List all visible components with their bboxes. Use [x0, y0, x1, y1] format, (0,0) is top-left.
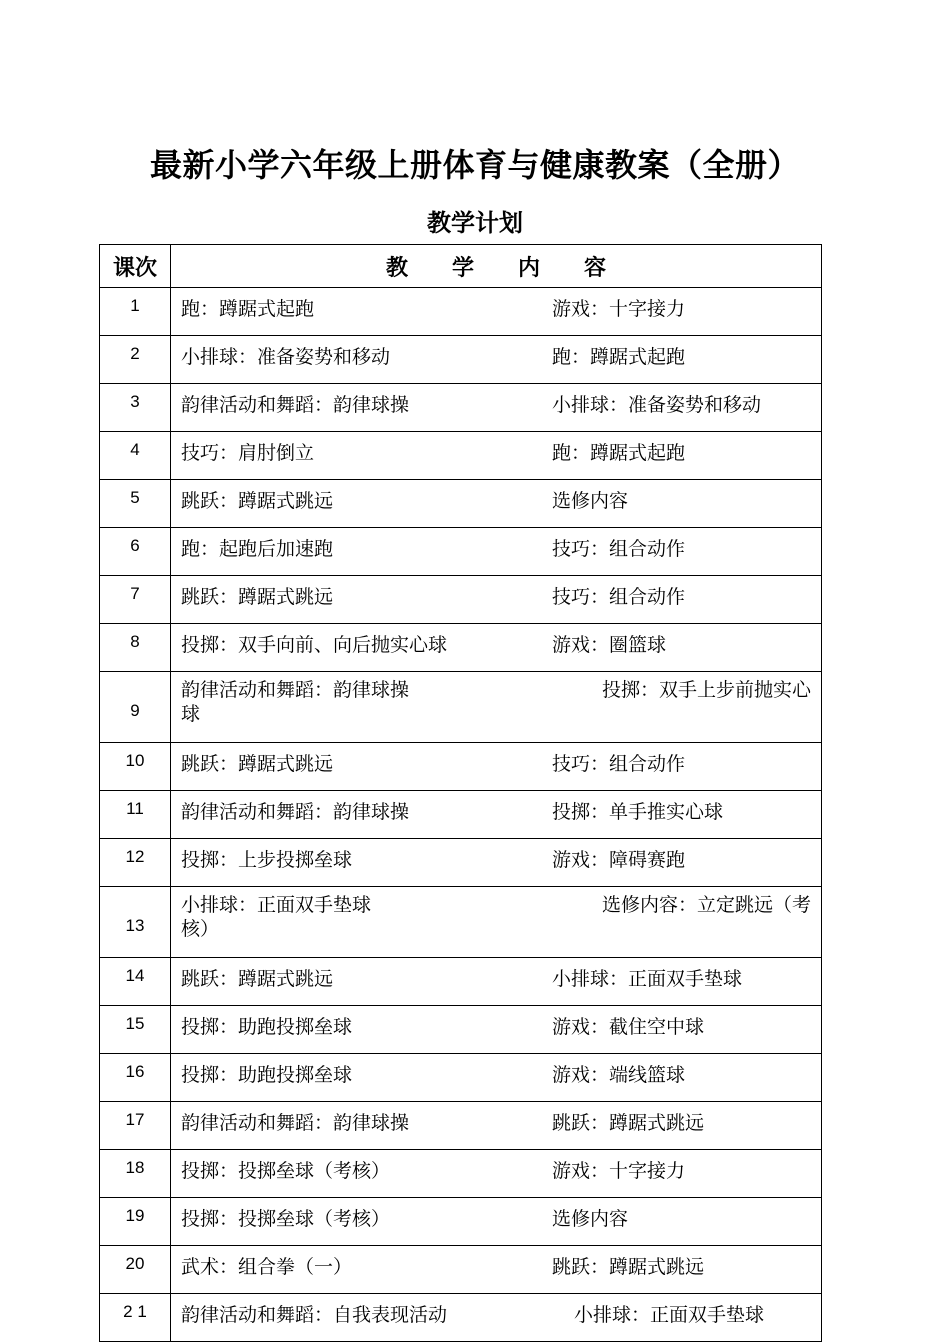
- content-left: 跳跃：蹲踞式跳远: [181, 753, 334, 775]
- lesson-content: [171, 1102, 822, 1150]
- content-right: 小排球：正面双手垫球: [552, 968, 743, 990]
- content-left: 技巧：肩肘倒立: [181, 442, 315, 464]
- table-row: [100, 1102, 822, 1150]
- table-row: [100, 839, 822, 887]
- content-right: 投掷：单手推实心球: [552, 801, 724, 823]
- lesson-content: [171, 336, 822, 384]
- lesson-content: [171, 1150, 822, 1198]
- table-row: [100, 480, 822, 528]
- content-left: 韵律活动和舞蹈：韵律球操: [181, 394, 410, 416]
- lesson-number: 11: [100, 791, 171, 839]
- lesson-content: [171, 1054, 822, 1102]
- lesson-number: 18: [100, 1150, 171, 1198]
- content-right: 跑：蹲踞式起跑: [552, 442, 686, 464]
- table-row: [100, 1054, 822, 1102]
- table-row: [100, 336, 822, 384]
- lesson-content: [171, 480, 822, 528]
- lesson-number: 5: [100, 480, 171, 528]
- lesson-number: 2 1: [100, 1294, 171, 1342]
- content-left: 武术：组合拳（一）: [181, 1256, 353, 1278]
- table-row: [100, 1294, 822, 1342]
- table-row: [100, 576, 822, 624]
- lesson-number: 14: [100, 958, 171, 1006]
- content-right: 选修内容: [552, 1208, 629, 1230]
- table-row: [100, 1150, 822, 1198]
- lesson-number: 10: [100, 743, 171, 791]
- table-row: [100, 958, 822, 1006]
- lesson-number: 1: [100, 288, 171, 336]
- content-left: 投掷：助跑投掷垒球: [181, 1016, 353, 1038]
- document-subtitle: 教学计划: [427, 209, 523, 237]
- content-right: 投掷：双手上步前抛实心: [601, 679, 811, 701]
- table-row: [100, 288, 822, 336]
- content-right: 跑：蹲踞式起跑: [552, 346, 686, 368]
- content-right: 游戏：障碍赛跑: [552, 849, 686, 871]
- lesson-number: 15: [100, 1006, 171, 1054]
- content-continuation: 球: [181, 703, 201, 725]
- lesson-content: [171, 887, 822, 958]
- lesson-number: 16: [100, 1054, 171, 1102]
- content-right: 选修内容: [552, 490, 629, 512]
- content-left: 投掷：上步投掷垒球: [181, 849, 353, 871]
- content-right: 选修内容：立定跳远（考: [601, 894, 811, 916]
- content-left: 投掷：助跑投掷垒球: [181, 1064, 353, 1086]
- content-left: 跑：起跑后加速跑: [181, 538, 334, 560]
- lesson-content: [171, 288, 822, 336]
- lesson-content: [171, 791, 822, 839]
- lesson-content: [171, 432, 822, 480]
- content-left: 韵律活动和舞蹈：韵律球操: [181, 1112, 410, 1134]
- lesson-number: 3: [100, 384, 171, 432]
- lesson-content: [171, 624, 822, 672]
- content-left: 小排球：准备姿势和移动: [181, 346, 391, 368]
- content-right: 跳跃：蹲踞式跳远: [552, 1112, 705, 1134]
- lesson-number: 2: [100, 336, 171, 384]
- table-row: [100, 1006, 822, 1054]
- table-row: [100, 624, 822, 672]
- content-right: 小排球：准备姿势和移动: [552, 394, 762, 416]
- lesson-number: 20: [100, 1246, 171, 1294]
- content-left: 跳跃：蹲踞式跳远: [181, 586, 334, 608]
- content-left: 跑：蹲踞式起跑: [181, 298, 315, 320]
- content-continuation: 核）: [181, 918, 220, 940]
- table-row: [100, 672, 822, 743]
- content-right: 技巧：组合动作: [552, 753, 686, 775]
- lesson-content: [171, 576, 822, 624]
- content-left: 投掷：投掷垒球（考核）: [181, 1208, 391, 1230]
- content-right: 游戏：十字接力: [552, 298, 686, 320]
- lesson-number: 19: [100, 1198, 171, 1246]
- table-row: [100, 1246, 822, 1294]
- lesson-content: [171, 839, 822, 887]
- content-right: 小排球：正面双手垫球: [574, 1304, 765, 1326]
- table-row: [100, 1198, 822, 1246]
- lesson-number: 9: [100, 672, 171, 743]
- lesson-number: 12: [100, 839, 171, 887]
- content-left: 小排球：正面双手垫球: [181, 894, 372, 916]
- table-row: [100, 384, 822, 432]
- document-title: 最新小学六年级上册体育与健康教案（全册）: [149, 146, 800, 184]
- lesson-content: [171, 1246, 822, 1294]
- content-right: 游戏：截住空中球: [552, 1016, 705, 1038]
- table-row: [100, 743, 822, 791]
- content-left: 韵律活动和舞蹈：韵律球操: [181, 679, 410, 701]
- lesson-number: 17: [100, 1102, 171, 1150]
- content-left: 跳跃：蹲踞式跳远: [181, 490, 334, 512]
- content-left: 韵律活动和舞蹈：韵律球操: [181, 801, 410, 823]
- lesson-content: [171, 1006, 822, 1054]
- table-header-row: [100, 245, 822, 288]
- lesson-number: 7: [100, 576, 171, 624]
- lesson-content: [171, 672, 822, 743]
- teaching-plan-table: [99, 244, 822, 1342]
- lesson-content: [171, 528, 822, 576]
- table-row: [100, 791, 822, 839]
- lesson-number: 13: [100, 887, 171, 958]
- content-right: 游戏：圈篮球: [552, 634, 667, 656]
- content-right: 游戏：十字接力: [552, 1160, 686, 1182]
- lesson-content: [171, 743, 822, 791]
- lesson-content: [171, 1198, 822, 1246]
- lesson-number: 4: [100, 432, 171, 480]
- lesson-content: [171, 384, 822, 432]
- header-content: 教 学 内 容: [171, 245, 822, 288]
- content-left: 投掷：双手向前、向后抛实心球: [181, 634, 448, 656]
- table-row: [100, 887, 822, 958]
- lesson-content: [171, 958, 822, 1006]
- content-right: 技巧：组合动作: [552, 538, 686, 560]
- content-left: 跳跃：蹲踞式跳远: [181, 968, 334, 990]
- content-left: 韵律活动和舞蹈：自我表现活动: [181, 1304, 448, 1326]
- lesson-number: 8: [100, 624, 171, 672]
- lesson-content: [171, 1294, 822, 1342]
- table-row: [100, 432, 822, 480]
- table-row: [100, 528, 822, 576]
- lesson-number: 6: [100, 528, 171, 576]
- content-right: 跳跃：蹲踞式跳远: [552, 1256, 705, 1278]
- content-right: 游戏：端线篮球: [552, 1064, 686, 1086]
- content-right: 技巧：组合动作: [552, 586, 686, 608]
- content-left: 投掷：投掷垒球（考核）: [181, 1160, 391, 1182]
- header-lesson: 课次: [100, 245, 171, 288]
